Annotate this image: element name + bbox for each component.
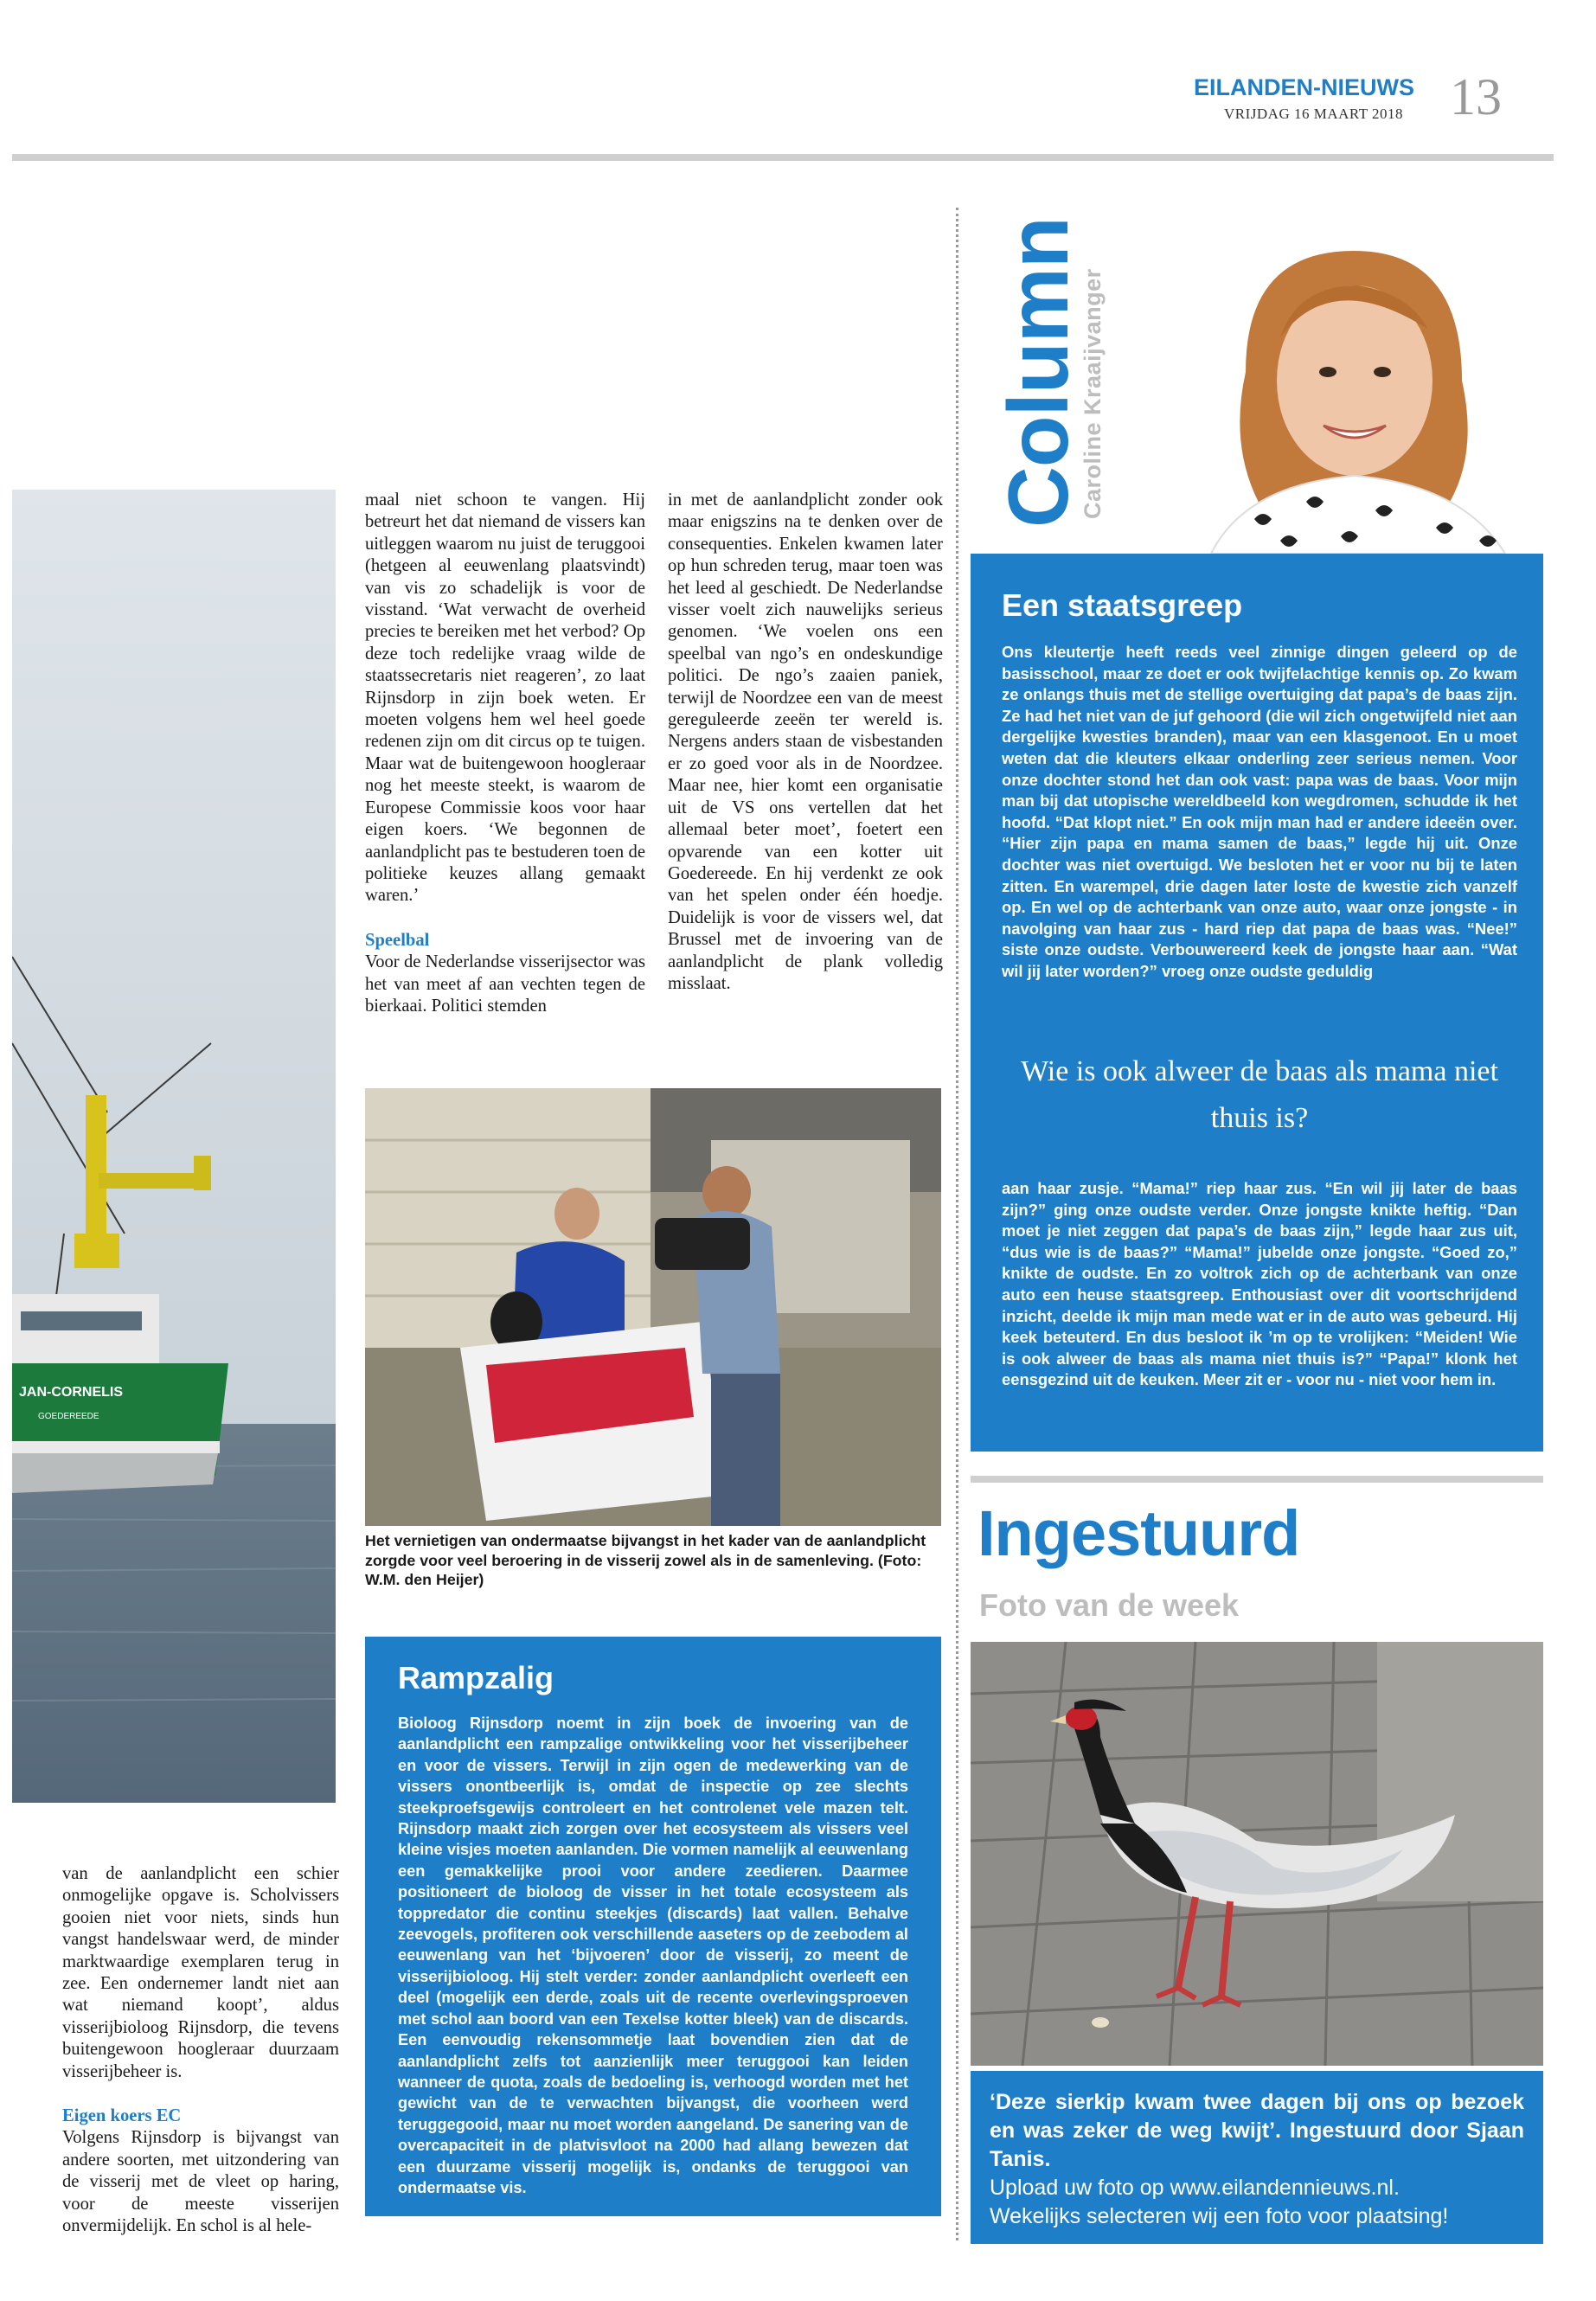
column-label: Column xyxy=(990,217,1086,528)
header-divider xyxy=(12,154,1554,161)
issue-date: VRIJDAG 16 MAART 2018 xyxy=(1224,106,1404,122)
article-paragraph: maal niet schoon te vangen. Hij betreurt het dat niemand de vissers kan uitleggen waarom nu juist de teruggooi (hetgeen al eeuwenlang plaatsvindt) van vis zo schadelijk is voor de visstand. ‘Wat verwacht de overheid precies te bereiken met het verbod? Op deze toch redelijke vraag wilde de staatssecretaris niet reageren’, zo laat Rijnsdorp in zijn boek weten. Er moeten volgens hem wel heel goede redenen zijn om dit circus op te tuigen. Maar wat de buitengewoon hoogleraar nog het meeste steekt, is waarom de Europese Commissie koos voor haar eigen koers. ‘We begonnen de aanlandplicht pas te bestuderen toen de politieke keuzes allang gemaakt waren.’ xyxy=(365,490,645,906)
article-paragraph: Voor de Nederlandse visserijsector was het van meet af aan vechten tegen de bierkaai. Politici stemden xyxy=(365,952,645,1016)
article-column-3 xyxy=(62,1863,339,2238)
article-column-1 xyxy=(365,490,645,1017)
bird-caption-box xyxy=(971,2071,1543,2244)
section-divider xyxy=(971,1476,1543,1483)
upload-instruction: Upload uw foto op www.eilandennieuws.nl. xyxy=(990,2176,1400,2200)
pull-quote: Wie is ook alweer de baas als mama niet thuis is? xyxy=(1021,1055,1498,1134)
column-box xyxy=(971,554,1543,1452)
fishing-boat-photo xyxy=(12,490,336,1803)
article-column-2 xyxy=(668,490,943,995)
bird-caption: ‘Deze sierkip kwam twee dagen bij ons op bezoek en was zeker de weg kwijt’. Ingestuurd door Sjaan Tanis. xyxy=(990,2090,1524,2171)
hull-name: JAN-CORNELIS xyxy=(19,1385,124,1400)
hull-port: GOEDEREEDE xyxy=(38,1412,99,1421)
subhead-eigen-koers: Eigen koers EC xyxy=(62,2106,182,2126)
article-paragraph: van de aanlandplicht een schier onmogelijke opgave is. Scholvissers gooien niet voor niets, sinds hun vangst handelswaar werd, de minder marktwaardige exemplaren terug in zee. Een ondernemer landt niet aan wat niemand koopt’, aldus visserijbioloog Rijnsdorp, die tevens buitengewoon hoogleraar duurzaam visserijbeheer is. xyxy=(62,1864,339,2081)
pheasant-photo xyxy=(971,1642,1543,2066)
selection-note: Wekelijks selecteren wij een foto voor plaatsing! xyxy=(990,2204,1449,2228)
columnist-portrait xyxy=(1151,234,1531,554)
column-divider xyxy=(956,208,958,2240)
page-number: 13 xyxy=(1450,68,1502,125)
rampzalig-title: Rampzalig xyxy=(398,1660,554,1695)
masthead-logo: EILANDEN-NIEUWS xyxy=(1194,74,1414,100)
rampzalig-body: Bioloog Rijnsdorp noemt in zijn boek de invoering van de aanlandplicht een rampzalige ontwikkeling voor het visserijbeheer en voor de vissers. Terwijl in zijn ogen de medewerking van de vissers onontbeerlijk is, omdat de inspectie op zee slechts steekproefsgewijs controleert en het controlenet vele mazen telt. Rijnsdorp maakt zich zorgen over het ecosysteem als vissers veel kleine visjes moeten aanlanden. Die vormen namelijk al eeuwenlang een gemakkelijke prooi voor andere zeedieren. Daarmee positioneert de bioloog de visser in het totale ecosysteem als toppredator die continu steekjes (discards) laat vallen. Behalve zeevogels, profiteren ook verschillende aaseters op de zeebodem al eeuwenlang van het ‘bijvoeren’ door de visserij, zo meent de visserijbioloog. Hij stelt verder: zonder aanlandplicht overleeft een deel (mogelijk een derde, zoals uit de recente overlevingsproeven met schol aan boord van een Texelse kotter bleek) van de discards. Een eenvoudig rekensommetje laat bovendien zien dat de aanlandplicht zelfs tot aanzienlijk meer teruggooi kan leiden wanneer de quota, zoals de bedoeling is, verhoogd worden met het gewicht van de te verwachten bijvangst, die voorheen werd teruggegooid, maar nu moet worden aangeland. De sanering van de overcapaciteit in de platvisvloot na 2000 had allang bewezen dat een duurzame visserij mogelijk is, ondanks de teruggooi van ondermaatse vis. xyxy=(398,1715,908,2196)
columnist-name: Caroline Kraaijvanger xyxy=(1080,268,1106,519)
fish-disposal-photo xyxy=(365,1088,941,1526)
article-paragraph: in met de aanlandplicht zonder ook maar enigszins na te denken over de consequenties. Enkelen kwamen later op hun schreden terug, maar toen was het leed al geschiedt. De Nederlandse visser voelt zich nauwelijks serieus genomen. ‘We voelen ons een speelbal van ngo’s en ondeskundige politici. De ngo’s zaaien paniek, terwijl de Noordzee een van de meest gereguleerde zeeën ter wereld is. Nergens anders staan de visbestanden er zo goed voor als in de Noordzee. Maar nee, hier komt een organisatie uit de VS ons vertellen dat het allemaal beter moet’, foetert een opvarende van een kotter uit Goedereede. En hij verdenkt ze ook van het spelen onder één hoedje. Duidelijk is voor de vissers wel, dat Brussel met de invoering van de aanlandplicht de plank volledig misslaat. xyxy=(668,490,943,993)
column-title: Een staatsgreep xyxy=(1002,587,1243,623)
ingestuurd-subtitle: Foto van de week xyxy=(979,1587,1240,1623)
column-body-continued: aan haar zusje. “Mama!” riep haar zus. “En wil jij later de baas zijn?” ging onze oudste verder. Onze jongste knikte heftig. “Dan moet je niet zeggen dat papa’s de baas zijn,” legde haar zus uit, “dus wie is de baas?” “Mama!” jubelde onze jongste. “Goed zo,” knikte de oudste. En zo voltrok zich op de achterbank van onze auto een heuse staatsgreep. Enthousiast over dit voortschrijdend inzicht, deelde ik mijn man mede wat er in de auto was gebeurd. Hij keek beteuterd. En dus besloot ik ’m op te vrolijken: “Meiden! Wie is ook alweer de baas als mama niet thuis is?” “Papa!” klonk het eensgezind uit de keuken. Meer zit er - voor nu - niet voor hem in. xyxy=(1002,1179,1517,1389)
column-body: Ons kleutertje heeft reeds veel zinnige dingen geleerd op de basisschool, maar ze doet er ook twijfelachtige kennis op. Zo kwam ze onlangs thuis met de stellige overtuiging dat papa’s de baas zijn. Ze had het niet van de juf gehoord (die wil zich ongetwijfeld niet aan dergelijke kwesties branden), maar van een klasgenoot. En u moet weten dat die kleuters elkaar onderling zeer serieus nemen. Voor onze dochter stond het dan ook vast: papa was de baas. Voor mijn man bij dat utopische wereldbeeld kon wegdromen, schudde ik het hoofd. “Dat klopt niet.” En ook mijn man had er andere ideeën over. “Hier zijn papa en mama samen de baas,” legde hij uit. Onze dochter was niet overtuigd. We besloten het er voor nu bij te laten zitten. En warempel, drie dagen later loste de kwestie zich vanzelf op. En wel op de achterbank van onze auto, waar onze jongste - in navolging van haar zus - hard riep dat papa de baas was. “Nee!” siste onze oudste. Verbouwereerd keek de jongste haar aan. “Wat wil jij later worden?” vroeg onze oudste geduldig xyxy=(1002,643,1517,980)
subhead-speelbal: Speelbal xyxy=(365,930,430,950)
ingestuurd-title: Ingestuurd xyxy=(977,1497,1300,1569)
photo-caption: Het vernietigen van ondermaatse bijvangst in het kader van de aanlandplicht zorgde voor veel beroering in de visserij zowel als in de samenleving. (Foto: W.M. den Heijer) xyxy=(365,1532,926,1588)
rampzalig-box xyxy=(365,1637,941,2216)
article-paragraph: Volgens Rijnsdorp is bijvangst van andere soorten, met uitzondering van de visserij met de vleet op haring, voor de meeste visserijen onvermijdelijk. En schol is al hele- xyxy=(62,2128,339,2236)
